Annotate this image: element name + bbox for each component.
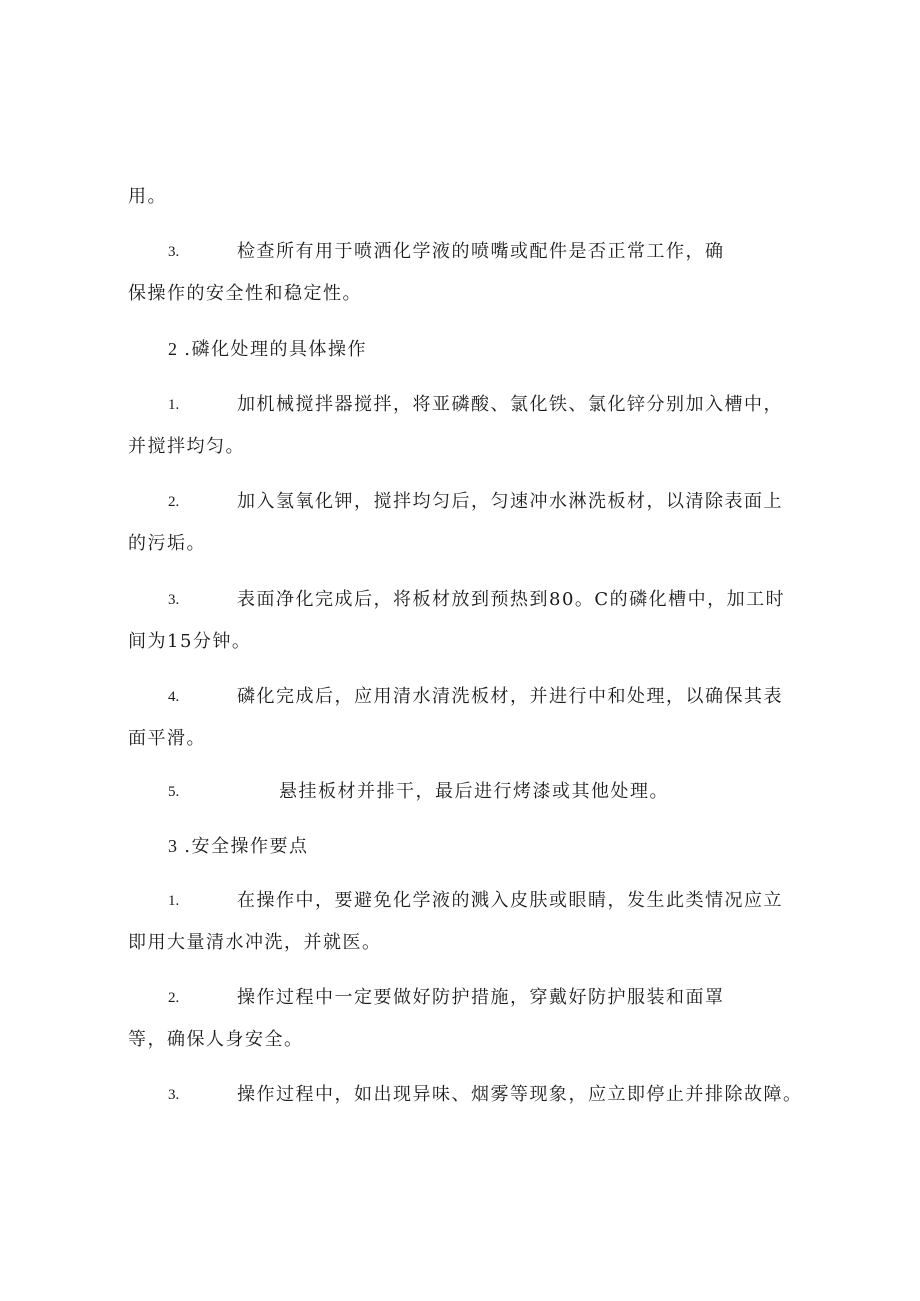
section-heading bbox=[168, 834, 308, 859]
list-item-text: 并搅拌均匀。 bbox=[128, 436, 245, 457]
continuation-text: 用。 bbox=[128, 186, 167, 207]
list-item-number: 2. bbox=[168, 494, 180, 510]
list-item-text: 检查所有用于喷洒化学液的喷嘴或配件是否正常工作，确 bbox=[237, 241, 725, 262]
list-item-text: 操作过程中一定要做好防护措施，穿戴好防护服装和面罩 bbox=[237, 987, 725, 1008]
list-item-text: 保操作的安全性和稳定性。 bbox=[128, 283, 362, 304]
list-item-text: 悬挂板材并排干，最后进行烤漆或其他处理。 bbox=[279, 781, 669, 802]
list-item-text: 面平滑。 bbox=[128, 728, 206, 749]
section-heading-title: .磷化处理的具体操作 bbox=[184, 339, 367, 360]
list-item-number: 3. bbox=[168, 1087, 180, 1103]
list-item-number: 4. bbox=[168, 689, 180, 705]
list-item-text: 间为15分钟。 bbox=[128, 631, 252, 652]
section-heading-number: 2 bbox=[168, 339, 177, 359]
list-item-text: 加机械搅拌器搅拌，将亚磷酸、氯化铁、氯化锌分别加入槽中， bbox=[237, 394, 783, 415]
list-item-text: 的污垢。 bbox=[128, 533, 206, 554]
list-item-number: 3. bbox=[168, 244, 180, 260]
list-item-number: 2. bbox=[168, 990, 180, 1006]
section-heading-number: 3 bbox=[168, 836, 177, 856]
list-item-text: 在操作中，要避免化学液的溅入皮肤或眼睛，发生此类情况应立 bbox=[237, 890, 783, 911]
list-item-text: 等，确保人身安全。 bbox=[128, 1029, 304, 1050]
list-item-number: 1. bbox=[168, 397, 180, 413]
list-item-text: 表面净化完成后，将板材放到预热到80。C的磷化槽中，加工时 bbox=[237, 589, 786, 610]
list-item-text: 操作过程中，如出现异味、烟雾等现象，应立即停止并排除故障。 bbox=[237, 1084, 803, 1105]
list-item-number: 5. bbox=[168, 784, 180, 800]
list-item-text: 磷化完成后，应用清水清洗板材，并进行中和处理，以确保其表 bbox=[237, 686, 783, 707]
section-heading bbox=[168, 337, 367, 362]
list-item-text: 即用大量清水冲洗，并就医。 bbox=[128, 932, 382, 953]
list-item-number: 3. bbox=[168, 592, 180, 608]
list-item-number: 1. bbox=[168, 893, 180, 909]
list-item-text: 加入氢氧化钾，搅拌均匀后，匀速冲水淋洗板材，以清除表面上 bbox=[237, 491, 783, 512]
section-heading-title: .安全操作要点 bbox=[184, 836, 309, 857]
